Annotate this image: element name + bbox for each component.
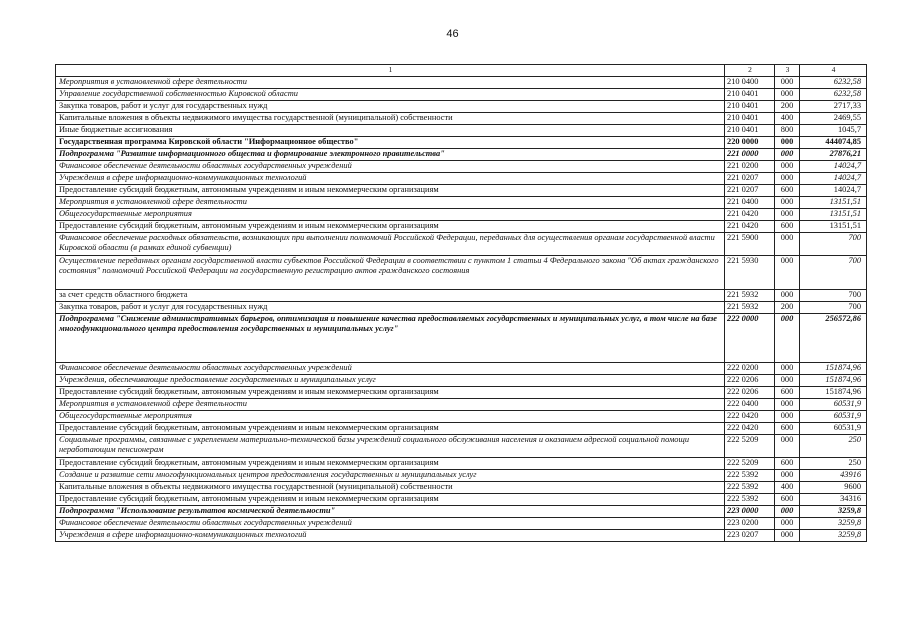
row-amount-cell: 250	[800, 457, 867, 469]
row-amount-cell: 60531,9	[800, 422, 867, 434]
row-type-cell: 000	[775, 88, 800, 100]
row-code-cell: 223 0200	[725, 517, 775, 529]
row-name-cell: Финансовое обеспечение деятельности областных государственных учреждений	[56, 160, 725, 172]
table-row	[56, 493, 867, 505]
row-name-cell: Мероприятия в установленной сфере деятельности	[56, 76, 725, 88]
row-type-cell: 000	[775, 410, 800, 422]
header-col-4: 4	[800, 65, 867, 77]
table-row	[56, 457, 867, 469]
row-type-cell: 000	[775, 172, 800, 184]
row-code-cell: 221 5932	[725, 301, 775, 313]
row-amount-cell: 151874,96	[800, 374, 867, 386]
row-name-cell: Учреждения, обеспечивающие предоставление государственных и муниципальных услуг	[56, 374, 725, 386]
row-amount-cell: 6232,58	[800, 88, 867, 100]
table-row	[56, 196, 867, 208]
row-name-cell: Подпрограмма "Снижение административных барьеров, оптимизация и повышение качества предоставляемых государственных и муниципальных услуг, в том числе на базе многофункционального центра предоставления государственных и муниципальных услуг"	[56, 313, 725, 362]
table-row	[56, 232, 867, 255]
row-amount-cell: 14024,7	[800, 184, 867, 196]
row-code-cell: 221 0420	[725, 208, 775, 220]
row-code-cell: 210 0401	[725, 124, 775, 136]
row-name-cell: Мероприятия в установленной сфере деятельности	[56, 398, 725, 410]
row-name-cell: Капитальные вложения в объекты недвижимого имущества государственной (муниципальной) собственности	[56, 481, 725, 493]
row-name-cell: Финансовое обеспечение деятельности областных государственных учреждений	[56, 362, 725, 374]
row-code-cell: 210 0401	[725, 112, 775, 124]
row-amount-cell: 60531,9	[800, 410, 867, 422]
table-body	[56, 65, 867, 542]
row-type-cell: 600	[775, 184, 800, 196]
table-row	[56, 160, 867, 172]
row-code-cell: 221 0200	[725, 160, 775, 172]
row-code-cell: 222 5392	[725, 469, 775, 481]
row-name-cell: Предоставление субсидий бюджетным, автономным учреждениям и иным некоммерческим организациям	[56, 184, 725, 196]
row-code-cell: 221 0400	[725, 196, 775, 208]
table-row	[56, 184, 867, 196]
row-type-cell: 600	[775, 493, 800, 505]
row-type-cell: 600	[775, 386, 800, 398]
row-amount-cell: 700	[800, 232, 867, 255]
row-type-cell: 200	[775, 100, 800, 112]
row-code-cell: 221 5900	[725, 232, 775, 255]
row-code-cell: 222 0000	[725, 313, 775, 362]
row-amount-cell: 2717,33	[800, 100, 867, 112]
table-row	[56, 313, 867, 362]
table-row	[56, 301, 867, 313]
row-name-cell: Учреждения в сфере информационно-коммуникационных технологий	[56, 172, 725, 184]
row-type-cell: 000	[775, 517, 800, 529]
row-type-cell: 800	[775, 124, 800, 136]
row-code-cell: 221 0207	[725, 184, 775, 196]
row-type-cell: 000	[775, 505, 800, 517]
row-code-cell: 222 0420	[725, 422, 775, 434]
row-amount-cell: 1045,7	[800, 124, 867, 136]
row-name-cell: за счет средств областного бюджета	[56, 289, 725, 301]
row-amount-cell: 13151,51	[800, 208, 867, 220]
header-row	[56, 65, 867, 77]
row-type-cell: 000	[775, 374, 800, 386]
row-name-cell: Учреждения в сфере информационно-коммуникационных технологий	[56, 529, 725, 541]
row-name-cell: Закупка товаров, работ и услуг для государственных нужд	[56, 100, 725, 112]
row-type-cell: 000	[775, 196, 800, 208]
row-type-cell: 600	[775, 220, 800, 232]
table-row	[56, 374, 867, 386]
row-name-cell: Управление государственной собственностью Кировской области	[56, 88, 725, 100]
row-code-cell: 221 0207	[725, 172, 775, 184]
table-row	[56, 100, 867, 112]
table-row	[56, 76, 867, 88]
row-amount-cell: 13151,51	[800, 196, 867, 208]
row-type-cell: 000	[775, 160, 800, 172]
row-name-cell: Предоставление субсидий бюджетным, автономным учреждениям и иным некоммерческим организациям	[56, 220, 725, 232]
row-name-cell: Подпрограмма "Использование результатов космической деятельности"	[56, 505, 725, 517]
row-type-cell: 000	[775, 255, 800, 289]
row-type-cell: 600	[775, 422, 800, 434]
row-code-cell: 210 0400	[725, 76, 775, 88]
row-type-cell: 000	[775, 148, 800, 160]
table-row	[56, 220, 867, 232]
row-amount-cell: 3259,8	[800, 505, 867, 517]
table-row	[56, 469, 867, 481]
row-name-cell: Предоставление субсидий бюджетным, автономным учреждениям и иным некоммерческим организациям	[56, 493, 725, 505]
row-name-cell: Предоставление субсидий бюджетным, автономным учреждениям и иным некоммерческим организациям	[56, 457, 725, 469]
row-type-cell: 400	[775, 481, 800, 493]
row-name-cell: Иные бюджетные ассигнования	[56, 124, 725, 136]
row-type-cell: 200	[775, 301, 800, 313]
row-name-cell: Государственная программа Кировской области "Информационное общество"	[56, 136, 725, 148]
row-amount-cell: 34316	[800, 493, 867, 505]
row-type-cell: 000	[775, 434, 800, 457]
row-code-cell: 222 5392	[725, 481, 775, 493]
row-code-cell: 210 0401	[725, 88, 775, 100]
row-type-cell: 000	[775, 529, 800, 541]
row-type-cell: 000	[775, 232, 800, 255]
row-amount-cell: 700	[800, 301, 867, 313]
row-amount-cell: 2469,55	[800, 112, 867, 124]
row-code-cell: 210 0401	[725, 100, 775, 112]
row-code-cell: 223 0207	[725, 529, 775, 541]
row-amount-cell: 3259,8	[800, 529, 867, 541]
row-amount-cell: 9600	[800, 481, 867, 493]
row-type-cell: 000	[775, 208, 800, 220]
row-code-cell: 221 0000	[725, 148, 775, 160]
row-code-cell: 222 0206	[725, 386, 775, 398]
row-name-cell: Мероприятия в установленной сфере деятельности	[56, 196, 725, 208]
table-row	[56, 362, 867, 374]
table-row	[56, 481, 867, 493]
row-name-cell: Общегосударственные мероприятия	[56, 208, 725, 220]
table-row	[56, 148, 867, 160]
row-code-cell: 222 5392	[725, 493, 775, 505]
row-name-cell: Предоставление субсидий бюджетным, автономным учреждениям и иным некоммерческим организациям	[56, 386, 725, 398]
row-name-cell: Создание и развитие сети многофункциональных центров предоставления государственных и муниципальных услуг	[56, 469, 725, 481]
table-row	[56, 529, 867, 541]
row-code-cell: 220 0000	[725, 136, 775, 148]
row-type-cell: 000	[775, 76, 800, 88]
row-amount-cell: 151874,96	[800, 362, 867, 374]
table-row	[56, 410, 867, 422]
row-amount-cell: 13151,51	[800, 220, 867, 232]
row-amount-cell: 27876,21	[800, 148, 867, 160]
table-row	[56, 136, 867, 148]
table-row	[56, 172, 867, 184]
row-type-cell: 000	[775, 136, 800, 148]
row-name-cell: Подпрограмма "Развитие информационного общества и формирование электронного правительства"	[56, 148, 725, 160]
table-row	[56, 398, 867, 410]
table-row	[56, 422, 867, 434]
table-row	[56, 112, 867, 124]
row-code-cell: 222 0200	[725, 362, 775, 374]
header-col-1: 1	[56, 65, 725, 77]
table-row	[56, 517, 867, 529]
table-row	[56, 124, 867, 136]
row-name-cell: Закупка товаров, работ и услуг для государственных нужд	[56, 301, 725, 313]
row-name-cell: Капитальные вложения в объекты недвижимого имущества государственной (муниципальной) собственности	[56, 112, 725, 124]
row-code-cell: 223 0000	[725, 505, 775, 517]
row-amount-cell: 43916	[800, 469, 867, 481]
row-type-cell: 400	[775, 112, 800, 124]
row-amount-cell: 60531,9	[800, 398, 867, 410]
row-type-cell: 600	[775, 457, 800, 469]
row-name-cell: Финансовое обеспечение деятельности областных государственных учреждений	[56, 517, 725, 529]
row-amount-cell: 14024,7	[800, 172, 867, 184]
row-type-cell: 000	[775, 362, 800, 374]
row-code-cell: 221 5932	[725, 289, 775, 301]
row-amount-cell: 700	[800, 289, 867, 301]
row-amount-cell: 3259,8	[800, 517, 867, 529]
row-name-cell: Финансовое обеспечение расходных обязательств, возникающих при выполнении полномочий Российской Федерации, переданных для осуществления органам государственной власти Кировской области (в рамках единой субвенции)	[56, 232, 725, 255]
budget-table	[55, 64, 867, 542]
row-code-cell: 221 0420	[725, 220, 775, 232]
row-code-cell: 222 5209	[725, 434, 775, 457]
table-row	[56, 255, 867, 289]
row-name-cell: Социальные программы, связанные с укреплением материально-технической базы учреждений социального обслуживания населения и оказанием адресной социальной помощи неработающим пенсионерам	[56, 434, 725, 457]
row-amount-cell: 444074,85	[800, 136, 867, 148]
row-name-cell: Осуществление переданных органам государственной власти субъектов Российской Федерации в соответствии с пунктом 1 статьи 4 Федерального закона "Об актах гражданского состояния" полномочий Российской Федерации на государственную регистрацию актов гражданского состояния	[56, 255, 725, 289]
row-type-cell: 000	[775, 313, 800, 362]
row-code-cell: 221 5930	[725, 255, 775, 289]
row-code-cell: 222 0206	[725, 374, 775, 386]
page-number: 46	[446, 28, 459, 40]
row-name-cell: Предоставление субсидий бюджетным, автономным учреждениям и иным некоммерческим организациям	[56, 422, 725, 434]
table-row	[56, 88, 867, 100]
row-type-cell: 000	[775, 398, 800, 410]
table-row	[56, 434, 867, 457]
header-col-3: 3	[775, 65, 800, 77]
table-row	[56, 208, 867, 220]
table-row	[56, 289, 867, 301]
row-amount-cell: 151874,96	[800, 386, 867, 398]
row-amount-cell: 6232,58	[800, 76, 867, 88]
header-col-2: 2	[725, 65, 775, 77]
row-amount-cell: 700	[800, 255, 867, 289]
row-type-cell: 000	[775, 469, 800, 481]
row-name-cell: Общегосударственные мероприятия	[56, 410, 725, 422]
table-row	[56, 386, 867, 398]
row-amount-cell: 256572,86	[800, 313, 867, 362]
table-row	[56, 505, 867, 517]
row-code-cell: 222 0400	[725, 398, 775, 410]
row-code-cell: 222 0420	[725, 410, 775, 422]
row-amount-cell: 14024,7	[800, 160, 867, 172]
row-type-cell: 000	[775, 289, 800, 301]
row-amount-cell: 250	[800, 434, 867, 457]
row-code-cell: 222 5209	[725, 457, 775, 469]
